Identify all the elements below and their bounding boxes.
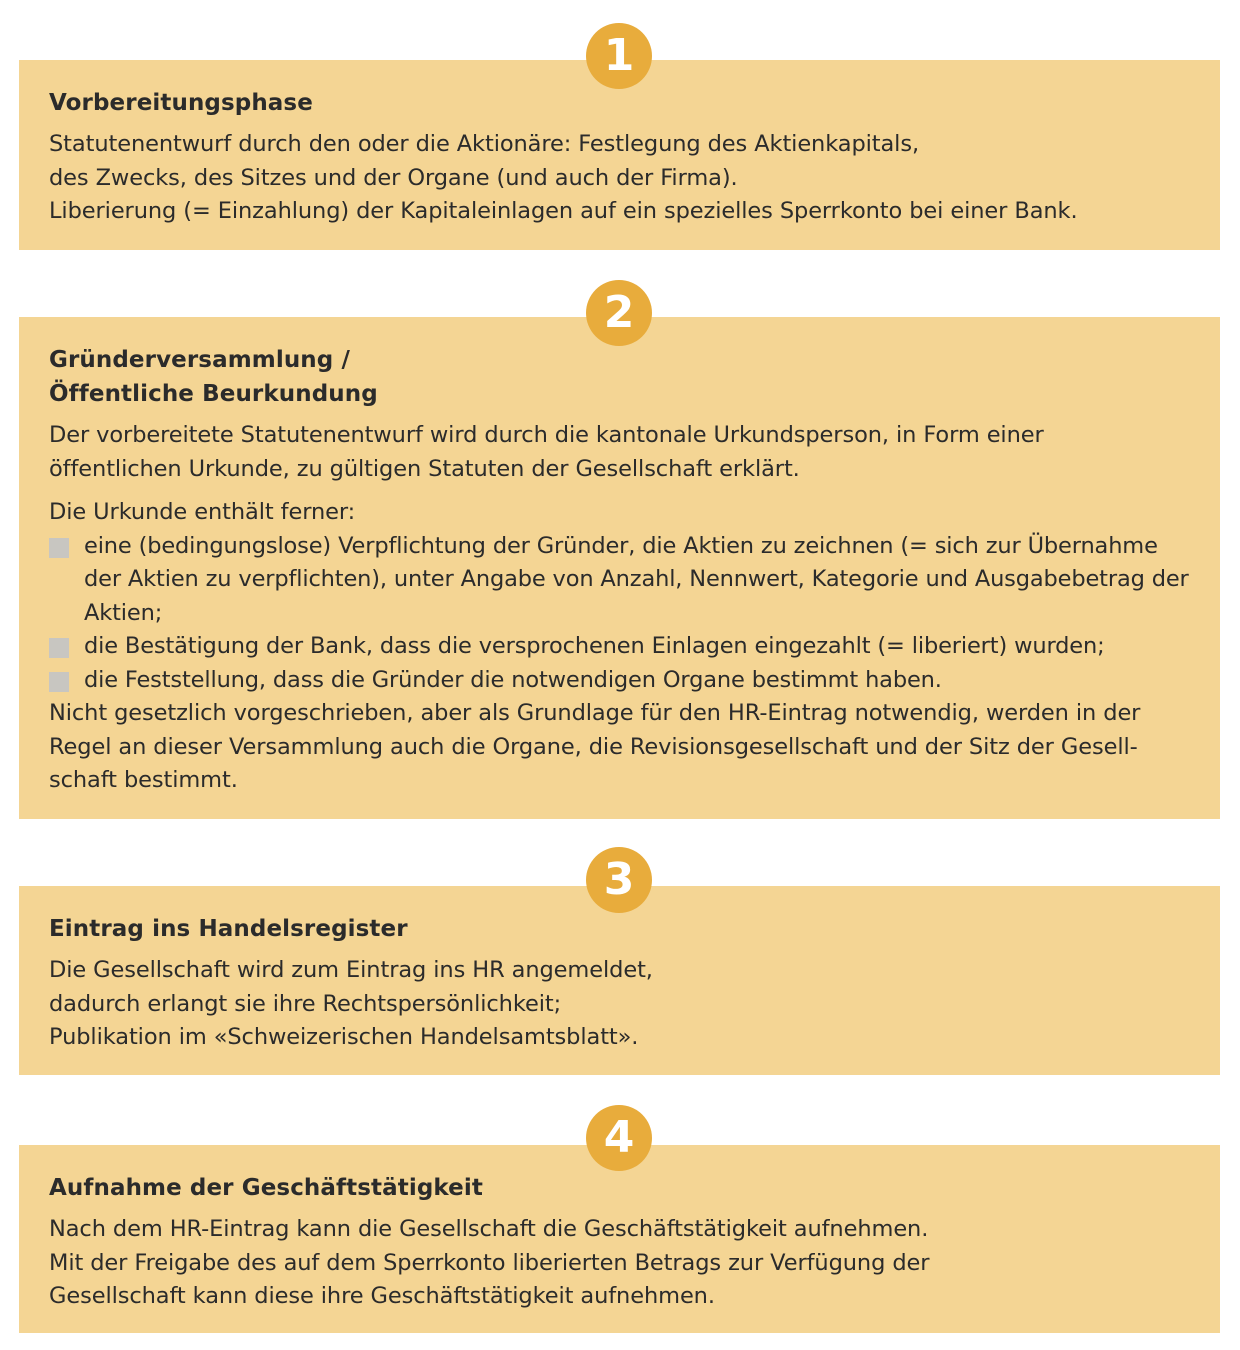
square-bullet-icon [49,672,69,692]
step-2-panel [19,317,1220,819]
step-3-line-2: dadurch erlangt sie ihre Rechtspersönlichkeit; [49,990,562,1017]
step-1-liberierung-rest: (= Einzahlung) der Kapitaleinlagen auf ein spezielles Sperrkonto bei einer Bank. [176,198,1078,224]
step-1-number-badge: 1 [586,23,652,89]
bullet-item-1-text: eine (bedingungslose) Verpflichtung der Gründer, die Aktien zu zeichnen (= sich zur Übernahme der Aktien zu verpflichten), unter Angabe von Anzahl, Nennwert, Kategorie und Ausgabebetrag der Aktien; [84,532,1189,626]
step-3-line-3: Publikation im «Schweizerischen Handelsamtsblatt». [49,1024,639,1050]
step-1-text [49,128,1190,229]
step-2-intro-rest: Urkunde, zu gültigen Statuten der Gesellschaft erklärt. [181,455,800,482]
step-2-title-line-1: Gründerversammlung / [49,347,350,373]
step-1-liberierung-term: Liberierung [49,198,177,224]
step-3-panel [19,886,1220,1075]
step-2-bullet-list [49,530,1190,698]
step-3-number-badge: 3 [586,847,652,913]
step-4-panel [19,1145,1220,1333]
step-1-line-1: Statutenentwurf durch den oder die Aktionäre: Festlegung des Aktienkapitals, [49,131,920,157]
step-2-title-line-2: Öffentliche Beurkundung [49,381,378,407]
step-2-title [49,343,1190,411]
step-4-title: Aufnahme der Geschäftstätigkeit [49,1175,483,1201]
bullet-item-3-text: die Feststellung, dass die Gründer die notwendigen Organe bestimmt haben. [84,666,942,693]
step-2-intro-line-1: Der vorbereitete Statutenentwurf wird durch die kantonale Urkundsperson, in Form einer [49,422,1044,448]
step-3-title: Eintrag ins Handelsregister [49,916,408,942]
step-3-line-1: Die Gesellschaft wird zum Eintrag ins HR angemeldet, [49,957,653,983]
step-2-closing: Nicht gesetzlich vorgeschrieben, aber als Grundlage für den HR-Eintrag notwendig, werden in der Regel an dieser Versammlung auch die Organe, die Revisionsgesellschaft und der Sitz der Gesell-schaft bestimmt. [49,700,1141,793]
square-bullet-icon [49,638,69,658]
step-4-text [49,1213,1190,1314]
bullet-item-1 [49,530,1190,631]
step-2-intro-term: öffentlichen [49,455,182,482]
step-4-line-3: Gesellschaft kann diese ihre Geschäftstätigkeit aufnehmen. [49,1283,715,1309]
step-1-title: Vorbereitungsphase [49,90,313,116]
bullet-item-3 [49,664,1190,698]
step-2-intro [49,419,1190,486]
step-3-text [49,954,1190,1055]
step-2-number-badge: 2 [586,280,652,346]
square-bullet-icon [49,538,69,558]
step-4-number-badge: 4 [586,1105,652,1171]
step-1-line-2: des Zwecks, des Sitzes und der Organe (und auch der Firma). [49,164,738,191]
bullet-item-2-text: die Bestätigung der Bank, dass die versprochenen Einlagen eingezahlt (= liberiert) wurden; [84,633,1105,659]
step-4-line-2: Mit der Freigabe des auf dem Sperrkonto liberierten Betrags zur Verfügung der [49,1249,930,1276]
step-2-list-intro: Die Urkunde enthält ferner: [49,499,356,525]
bullet-item-2 [49,630,1190,664]
step-4-line-1: Nach dem HR-Eintrag kann die Gesellschaft die Geschäftstätigkeit aufnehmen. [49,1216,929,1242]
